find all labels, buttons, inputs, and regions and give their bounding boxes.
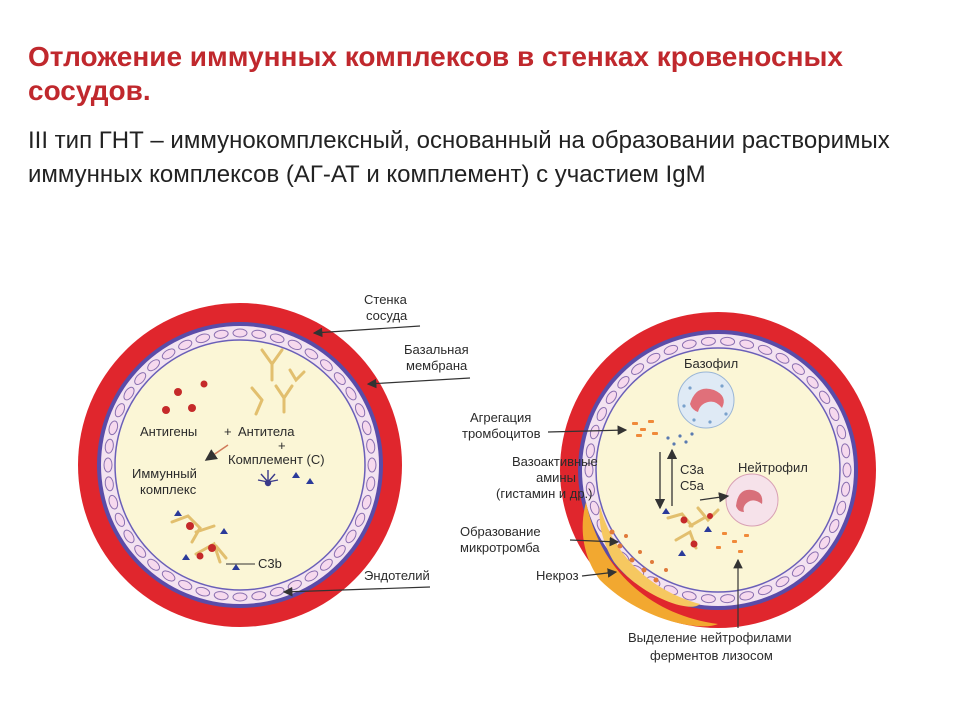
endothelial-cell [233,593,247,601]
label-lysosome-2: ферментов лизосом [650,648,773,663]
label-aggregation-1: Агрегация [470,410,532,425]
label-complement: Комплемент (С) [228,452,325,467]
label-plus-1: + [224,424,232,439]
label-vessel-wall-2: сосуда [366,308,408,323]
label-plus-2: + [278,438,286,453]
label-endothelium: Эндотелий [364,568,430,583]
vessel-diagram [0,270,960,690]
endothelial-cell [104,458,112,472]
label-basophil: Базофил [684,356,739,371]
label-neutrophil: Нейтрофил [738,460,808,475]
label-basal-membrane-2: мембрана [406,358,468,373]
label-microthrombus-1: Образование [460,524,541,539]
neutrophil-cell-icon [726,474,778,526]
label-vasoactive-3: (гистамин и др.) [496,486,593,501]
label-c3a: С3а [680,462,704,477]
basal-membrane-arrow [368,378,470,384]
label-aggregation-2: тромбоцитов [462,426,541,441]
label-c3b: С3b [258,556,282,571]
label-c5a: С5а [680,478,704,493]
basophil-cell-icon [678,372,734,428]
label-vasoactive-1: Вазоактивные [512,454,598,469]
left-vessel [78,303,402,627]
label-microthrombus-2: микротромба [460,540,540,555]
endothelial-cell [368,458,376,472]
label-necrosis: Некроз [536,568,579,583]
label-vasoactive-2: амины [536,470,576,485]
label-antigens: Антигены [140,424,198,439]
vessel-wall-arrow [314,326,420,333]
right-vessel [560,312,876,628]
label-immune-complex-1: Иммунный [132,466,197,481]
endothelial-cell [843,463,851,477]
slide-title: Отложение иммунных комплексов в стенках кровеносных сосудов. [28,41,843,106]
label-basal-membrane-1: Базальная [404,342,469,357]
label-immune-complex-2: комплекс [140,482,197,497]
label-vessel-wall-1: Стенка [364,292,407,307]
slide-subtitle: III тип ГНТ – иммунокомплексный, основанный на образовании растворимых иммунных комплексов (АГ-АТ и комплемент) с участием IgM [28,127,890,188]
label-lysosome-1: Выделение нейтрофилами [628,630,792,645]
label-antibodies: Антитела [238,424,295,439]
endothelial-cell [233,329,247,337]
